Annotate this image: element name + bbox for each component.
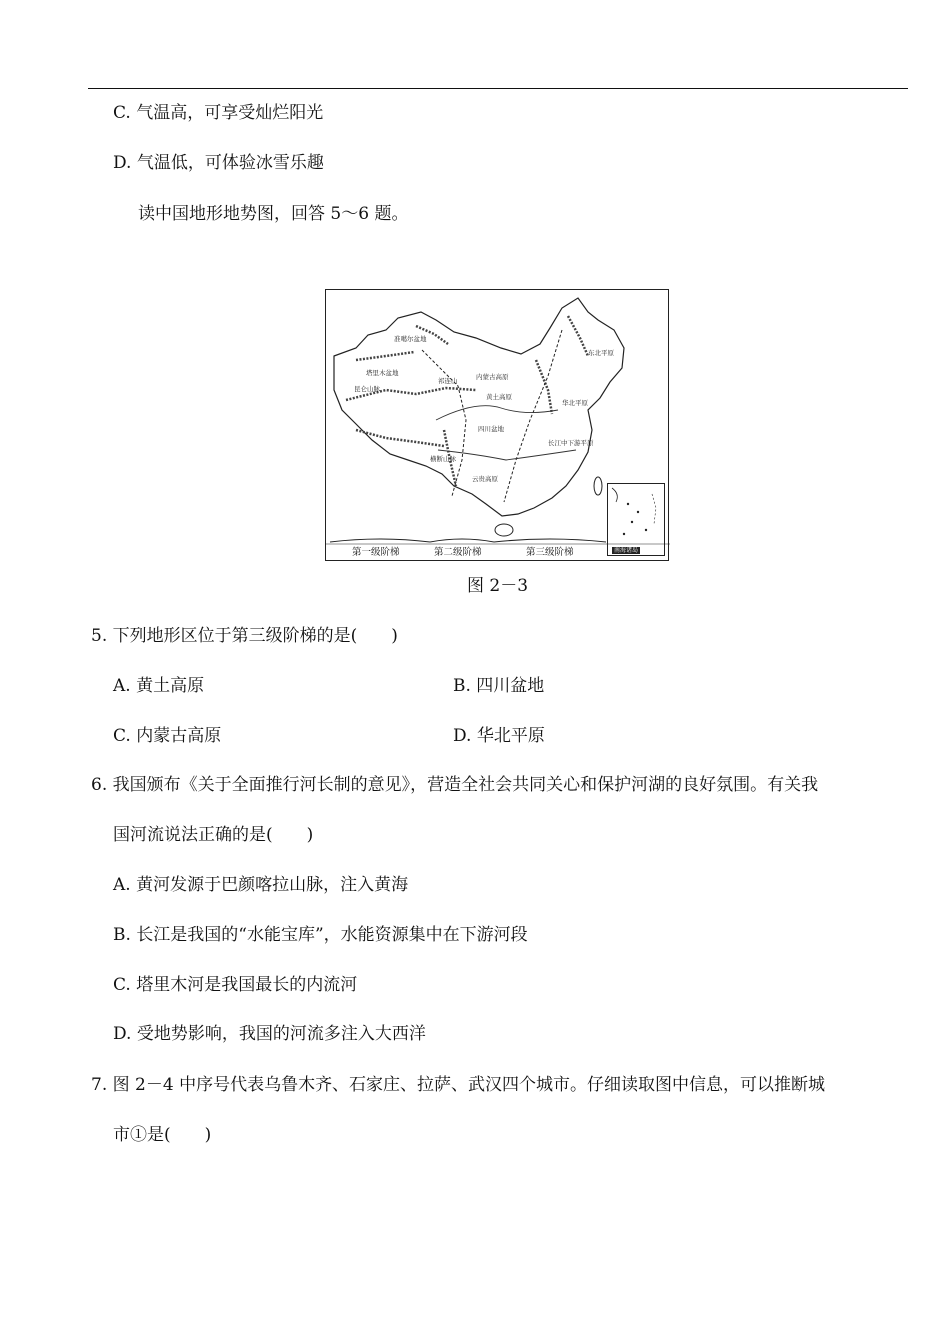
map-label-sichuan: 四川盆地 [478, 425, 504, 433]
q5-option-a: A. 黄土高原 [113, 676, 205, 696]
intro-text: 读中国地形地势图，回答 5～6 题。 [138, 204, 409, 224]
map-label-dongbei: 东北平原 [588, 349, 614, 357]
option-d-prev: D. 气温低，可体验冰雪乐趣 [113, 153, 324, 173]
map-label-neimenggu: 内蒙古高原 [476, 373, 509, 381]
q5-option-d: D. 华北平原 [453, 726, 545, 746]
map-label-changjiang: 长江中下游平原 [548, 439, 594, 447]
q6-stem-line1: 6. 我国颁布《关于全面推行河长制的意见》，营造全社会共同关心和保护河湖的良好氛围。有关我 [91, 775, 819, 795]
map-label-loess: 黄土高原 [486, 393, 512, 401]
map-label-hengduan: 横断山脉 [430, 455, 456, 463]
inset-label: 南海诸岛 [614, 547, 639, 554]
q6-option-a: A. 黄河发源于巴颜喀拉山脉，注入黄海 [113, 875, 409, 895]
yellow-river [436, 406, 558, 420]
step-bracket-2 [430, 539, 494, 542]
step-label-3: 第三级阶梯 [526, 547, 574, 558]
map-label-tarim: 塔里木盆地 [366, 369, 399, 377]
map-label-kunlun: 昆仑山脉 [354, 385, 380, 393]
figure-caption: 图 2－3 [467, 576, 529, 596]
xiaoxinganling-range [568, 316, 588, 356]
hainan-island [495, 524, 513, 536]
tianshan-range [356, 352, 414, 360]
map-label-qilian: 祁连山 [438, 377, 458, 385]
q6-option-c: C. 塔里木河是我国最长的内流河 [113, 975, 358, 995]
step-bracket-1 [330, 539, 430, 542]
map-label-junggar: 准噶尔盆地 [394, 335, 427, 343]
taiwan-island [594, 477, 602, 495]
step-label-2: 第二级阶梯 [434, 547, 482, 558]
step-bracket-3 [494, 539, 606, 542]
south-china-sea-inset [607, 483, 665, 556]
step-boundary-2 [504, 330, 562, 502]
q6-option-d: D. 受地势影响，我国的河流多注入大西洋 [113, 1024, 426, 1044]
map-label-yungui: 云贵高原 [472, 475, 498, 483]
q7-stem-line1: 7. 图 2－4 中序号代表乌鲁木齐、石家庄、拉萨、武汉四个城市。仔细读取图中信息，可以推断城 [91, 1075, 826, 1095]
option-c-prev: C. 气温高，可享受灿烂阳光 [113, 103, 324, 123]
q7-stem-line2: 市①是( ) [113, 1125, 212, 1145]
q5-option-c: C. 内蒙古高原 [113, 726, 222, 746]
q5-option-b: B. 四川盆地 [453, 676, 545, 696]
q5-stem: 5. 下列地形区位于第三级阶梯的是( ) [91, 626, 398, 646]
map-label-huabei: 华北平原 [562, 399, 588, 407]
china-terrain-map [325, 289, 669, 561]
step-label-1: 第一级阶梯 [352, 547, 400, 558]
taihang-range [536, 360, 552, 414]
header-rule [88, 88, 908, 89]
china-outline [334, 298, 624, 516]
q6-stem-line2: 国河流说法正确的是( ) [113, 825, 314, 845]
yangtze-river [438, 450, 576, 460]
q6-option-b: B. 长江是我国的“水能宝库”，水能资源集中在下游河段 [113, 925, 528, 945]
step-boundary-1 [422, 350, 466, 496]
